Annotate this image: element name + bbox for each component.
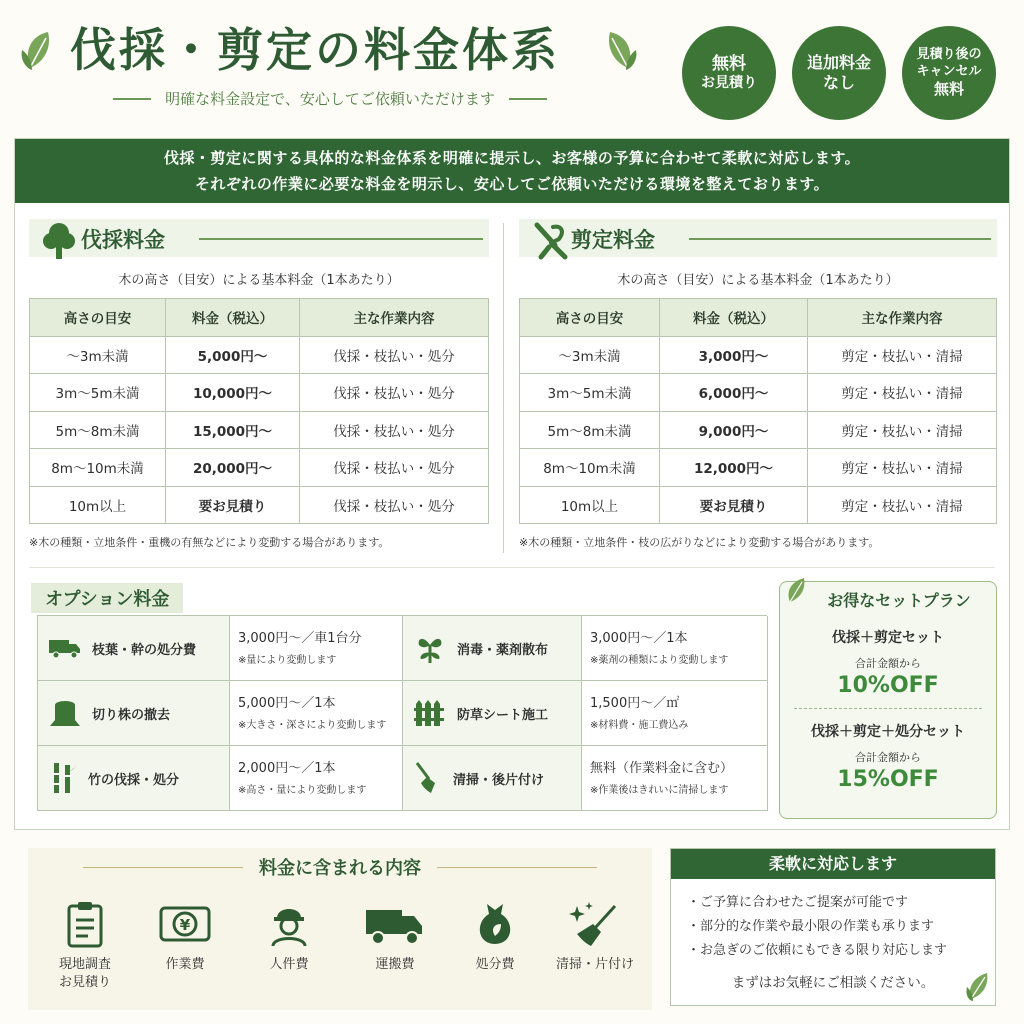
bag-icon: [471, 900, 519, 948]
badge-no-extra-fee: 追加料金 なし: [792, 26, 886, 120]
option-name: 防草シート施工: [403, 681, 582, 746]
flexible-section: [670, 848, 996, 1006]
included-item: 運搬費: [350, 900, 440, 974]
set-plan-discount: 10%OFF: [837, 673, 939, 698]
table-row: 〜3m未満 3,000円〜 剪定・枝払い・清掃: [520, 336, 997, 374]
yen-bill-icon: [157, 900, 213, 948]
table-row: 10m以上 要お見積り 伐採・枝払い・処分: [30, 486, 489, 524]
felling-price-table: 高さの目安 料金（税込） 主な作業内容 〜3m未満 5,000円〜 伐採・枝払い・処分 3m〜5m未満 10,000円〜 伐採・枝払い・処分 5m〜8m未満 15,000円〜 伐採・枝払い・処分 8m〜10m未満 20,000円〜 伐採・枝払い・処分 10m以上 要お見積り 伐採・枝払い・処分: [29, 298, 489, 524]
table-row: 8m〜10m未満 20,000円〜 伐採・枝払い・処分: [30, 449, 489, 487]
page-title: 伐採・剪定の料金体系: [70, 23, 560, 77]
set-plan-title: お得なセットプラン: [827, 591, 971, 610]
flexible-footer: まずはお気軽にご相談ください。: [731, 975, 935, 992]
main-panel: [14, 138, 1010, 830]
fence-icon: [413, 698, 447, 728]
table-row: 3m〜5m未満 6,000円〜 剪定・枝払い・清掃: [520, 374, 997, 412]
leaf-icon: [784, 576, 810, 606]
broom-icon: [413, 761, 443, 795]
included-item: 清掃・片付け: [550, 900, 640, 974]
option-price: 3,000円〜／車1台分 ※量により変動します: [230, 616, 403, 681]
option-name: 切り株の撤去: [38, 681, 230, 746]
truck-icon: [48, 636, 82, 660]
option-name: 枝葉・幹の処分費: [38, 616, 230, 681]
felling-note: ※木の種類・立地条件・重機の有無などにより変動する場合があります。: [29, 536, 390, 549]
tree-icon: [41, 221, 77, 261]
badge-free-cancel: 見積り後の キャンセル 無料: [902, 26, 996, 120]
set-plan-name: 伐採＋剪定＋処分セット: [811, 724, 965, 740]
included-item: 処分費: [450, 900, 540, 974]
table-row: 8m〜10m未満 12,000円〜 剪定・枝払い・清掃: [520, 449, 997, 487]
option-name: 竹の伐採・処分: [38, 746, 230, 811]
table-row: 5m〜8m未満 15,000円〜 伐採・枝払い・処分: [30, 411, 489, 449]
badge-free-estimate: 無料 お見積り: [682, 26, 776, 120]
included-item: 人件費: [244, 900, 334, 974]
options-grid: [37, 615, 767, 811]
header: [0, 0, 1024, 130]
set-plan-box: お得なセットプラン 伐採＋剪定セット 合計金額から 10%OFF 伐採＋剪定＋処分セット 合計金額から 15%OFF: [779, 581, 997, 819]
options-title: オプション料金: [31, 583, 183, 613]
option-price: 1,500円〜／㎡ ※材料費・施工費込み: [582, 681, 768, 746]
option-price: 5,000円〜／1本 ※大きさ・深さにより変動します: [230, 681, 403, 746]
felling-price-block: [29, 219, 489, 550]
included-title: 料金に含まれる内容: [28, 854, 652, 880]
option-name: 清掃・後片付け: [403, 746, 582, 811]
option-price: 3,000円〜／1本 ※薬剤の種類により変動します: [582, 616, 768, 681]
clipboard-icon: [63, 900, 107, 948]
list-item: ・ 部分的な作業や最小限の作業も承ります: [687, 915, 995, 939]
included-item: ¥ 作業費: [140, 900, 230, 974]
option-price: 無料（作業料金に含む） ※作業後はきれいに清掃します: [582, 746, 768, 811]
pruning-shears-icon: [531, 221, 571, 261]
list-item: ・ お急ぎのご依頼にもできる限り対応します: [687, 939, 995, 963]
stump-icon: [48, 698, 82, 728]
bamboo-icon: [48, 761, 78, 795]
flexible-list: [687, 891, 995, 963]
plant-spray-icon: [413, 631, 447, 665]
list-item: ・ ご予算に合わせたご提案が可能です: [687, 891, 995, 915]
felling-title: 伐採料金: [81, 228, 165, 252]
included-section: [28, 848, 652, 1010]
intro-banner: 伐採・剪定に関する具体的な料金体系を明確に提示し、お客様の予算に合わせて柔軟に対応します。 それぞれの作業に必要な料金を明示し、安心してご依頼いただける環境を整えております。: [15, 139, 1009, 203]
table-row: 3m〜5m未満 10,000円〜 伐採・枝払い・処分: [30, 374, 489, 412]
pruning-title: 剪定料金: [571, 228, 655, 252]
pruning-note: ※木の種類・立地条件・枝の広がりなどにより変動する場合があります。: [519, 536, 880, 549]
option-price: 2,000円〜／1本 ※高さ・量により変動します: [230, 746, 403, 811]
felling-caption: 木の高さ（目安）による基本料金（1本あたり）: [118, 273, 400, 288]
set-plan-discount: 15%OFF: [837, 767, 939, 792]
pruning-caption: 木の高さ（目安）による基本料金（1本あたり）: [617, 273, 899, 288]
set-plan-name: 伐採＋剪定セット: [832, 630, 944, 646]
truck-icon: [364, 900, 426, 948]
flexible-title: 柔軟に対応します: [671, 849, 995, 879]
option-name: 消毒・薬剤散布: [403, 616, 582, 681]
leaf-icon: [965, 971, 993, 1003]
svg-text:¥: ¥: [179, 916, 191, 934]
leaf-icon: [600, 28, 640, 78]
included-item: 現地調査 お見積り: [40, 900, 130, 992]
page-subtitle: 明確な料金設定で、安心してご依頼いただけます: [60, 88, 600, 109]
leaf-icon: [18, 28, 58, 78]
pruning-price-table: 高さの目安 料金（税込） 主な作業内容 〜3m未満 3,000円〜 剪定・枝払い・清掃 3m〜5m未満 6,000円〜 剪定・枝払い・清掃 5m〜8m未満 9,000円〜 剪定・枝払い・清掃 8m〜10m未満 12,000円〜 剪定・枝払い・清掃 10m以上 要お見積り 剪定・枝払い・清掃: [519, 298, 997, 524]
table-row: 〜3m未満 5,000円〜 伐採・枝払い・処分: [30, 336, 489, 374]
worker-icon: [265, 900, 313, 948]
pruning-price-block: [519, 219, 997, 550]
table-row: 10m以上 要お見積り 剪定・枝払い・清掃: [520, 486, 997, 524]
broom-sparkle-icon: [567, 900, 623, 948]
table-row: 5m〜8m未満 9,000円〜 剪定・枝払い・清掃: [520, 411, 997, 449]
